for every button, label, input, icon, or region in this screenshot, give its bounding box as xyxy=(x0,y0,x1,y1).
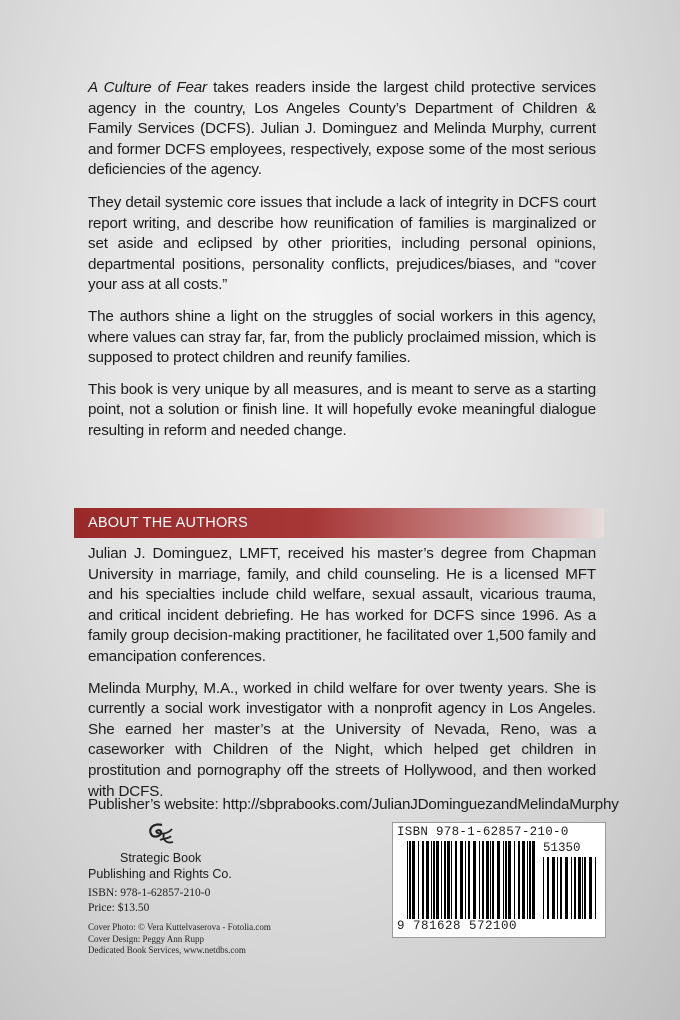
barcode-ean-digits: 9 781628 572100 xyxy=(397,919,518,933)
about-authors-heading: ABOUT THE AUTHORS xyxy=(88,515,248,531)
strategic-book-logo-icon xyxy=(142,822,182,848)
description-paragraph-4: This book is very unique by all measures, and is meant to serve as a starting point, not a solution or finish line. It will hopefully evoke meaningful dialogue resulting in reform and needed change. xyxy=(88,380,596,439)
publisher-name-line2: Publishing and Rights Co. xyxy=(88,867,232,881)
cover-design-credit: Cover Design: Peggy Ann Rupp xyxy=(88,933,204,944)
description-p1-text: takes readers inside the largest child protective services agency in the country, Los Angeles County’s Department of Children & Family Services (DCFS). Julian J. Dominguez and Melinda Murphy, current and former DCFS employees, respectively, expose some of the most serious deficiencies of the agency. xyxy=(88,79,596,179)
isbn-text: ISBN: 978-1-62857-210-0 xyxy=(88,887,211,899)
description-paragraph-2: They detail systemic core issues that include a lack of integrity in DCFS court report writing, and describe how reunification of families is marginalized or set aside and eclipsed by other priorities, including personal opinions, departmental positions, personality conflicts, prejudices/biases, and “cover your ass at all costs.” xyxy=(88,193,596,294)
cover-credits xyxy=(88,922,271,957)
barcode-price-code: 51350 xyxy=(543,841,581,855)
ean-barcode-bars xyxy=(407,841,535,919)
price-text: Price: $13.50 xyxy=(88,901,150,914)
about-authors-heading-bar xyxy=(74,508,604,538)
author-bio-dominguez: Julian J. Dominguez, LMFT, received his master’s degree from Chapman University in marriage, family, and child counseling. He is a licensed MFT and his specialties include child welfare, sexual assault, vicarious trauma, and critical incident debriefing. He has worked for DCFS since 1996. As a family group decision-making practitioner, he facilitated over 1,500 family and emancipation conferences. xyxy=(88,545,596,665)
cover-photo-credit: Cover Photo: © Vera Kuttelvaserova - Fotolia.com xyxy=(88,922,271,932)
publisher-name xyxy=(88,850,232,882)
author-bio-murphy: Melinda Murphy, M.A., worked in child welfare for over twenty years. She is currently a social work investigator with a nonprofit agency in Los Angeles. She earned her master’s at the University of Nevada, Reno, was a caseworker with Children of the Night, which helped get children in prostitution and pornography off the streets of Hollywood, and then worked with DCFS. xyxy=(88,679,596,800)
publisher-website: Publisher’s website: http://sbprabooks.com/JulianJDominguezandMelindaMurphy xyxy=(88,796,619,813)
description-paragraph-3: The authors shine a light on the struggles of social workers in this agency, where values can stray far, far, from the publicly proclaimed mission, which is supposed to protect children and reunify families. xyxy=(88,307,596,367)
book-title: A Culture of Fear xyxy=(88,79,207,96)
publisher-name-line1: Strategic Book xyxy=(120,851,202,865)
isbn-price-info xyxy=(88,886,210,915)
author-bios xyxy=(88,544,596,813)
book-description xyxy=(88,78,596,453)
description-paragraph-1 xyxy=(88,78,596,181)
barcode xyxy=(392,822,606,938)
book-services-credit: Dedicated Book Services, www.netdbs.com xyxy=(88,945,246,955)
price-barcode-bars xyxy=(543,857,599,919)
barcode-isbn-line: ISBN 978-1-62857-210-0 xyxy=(397,825,569,839)
